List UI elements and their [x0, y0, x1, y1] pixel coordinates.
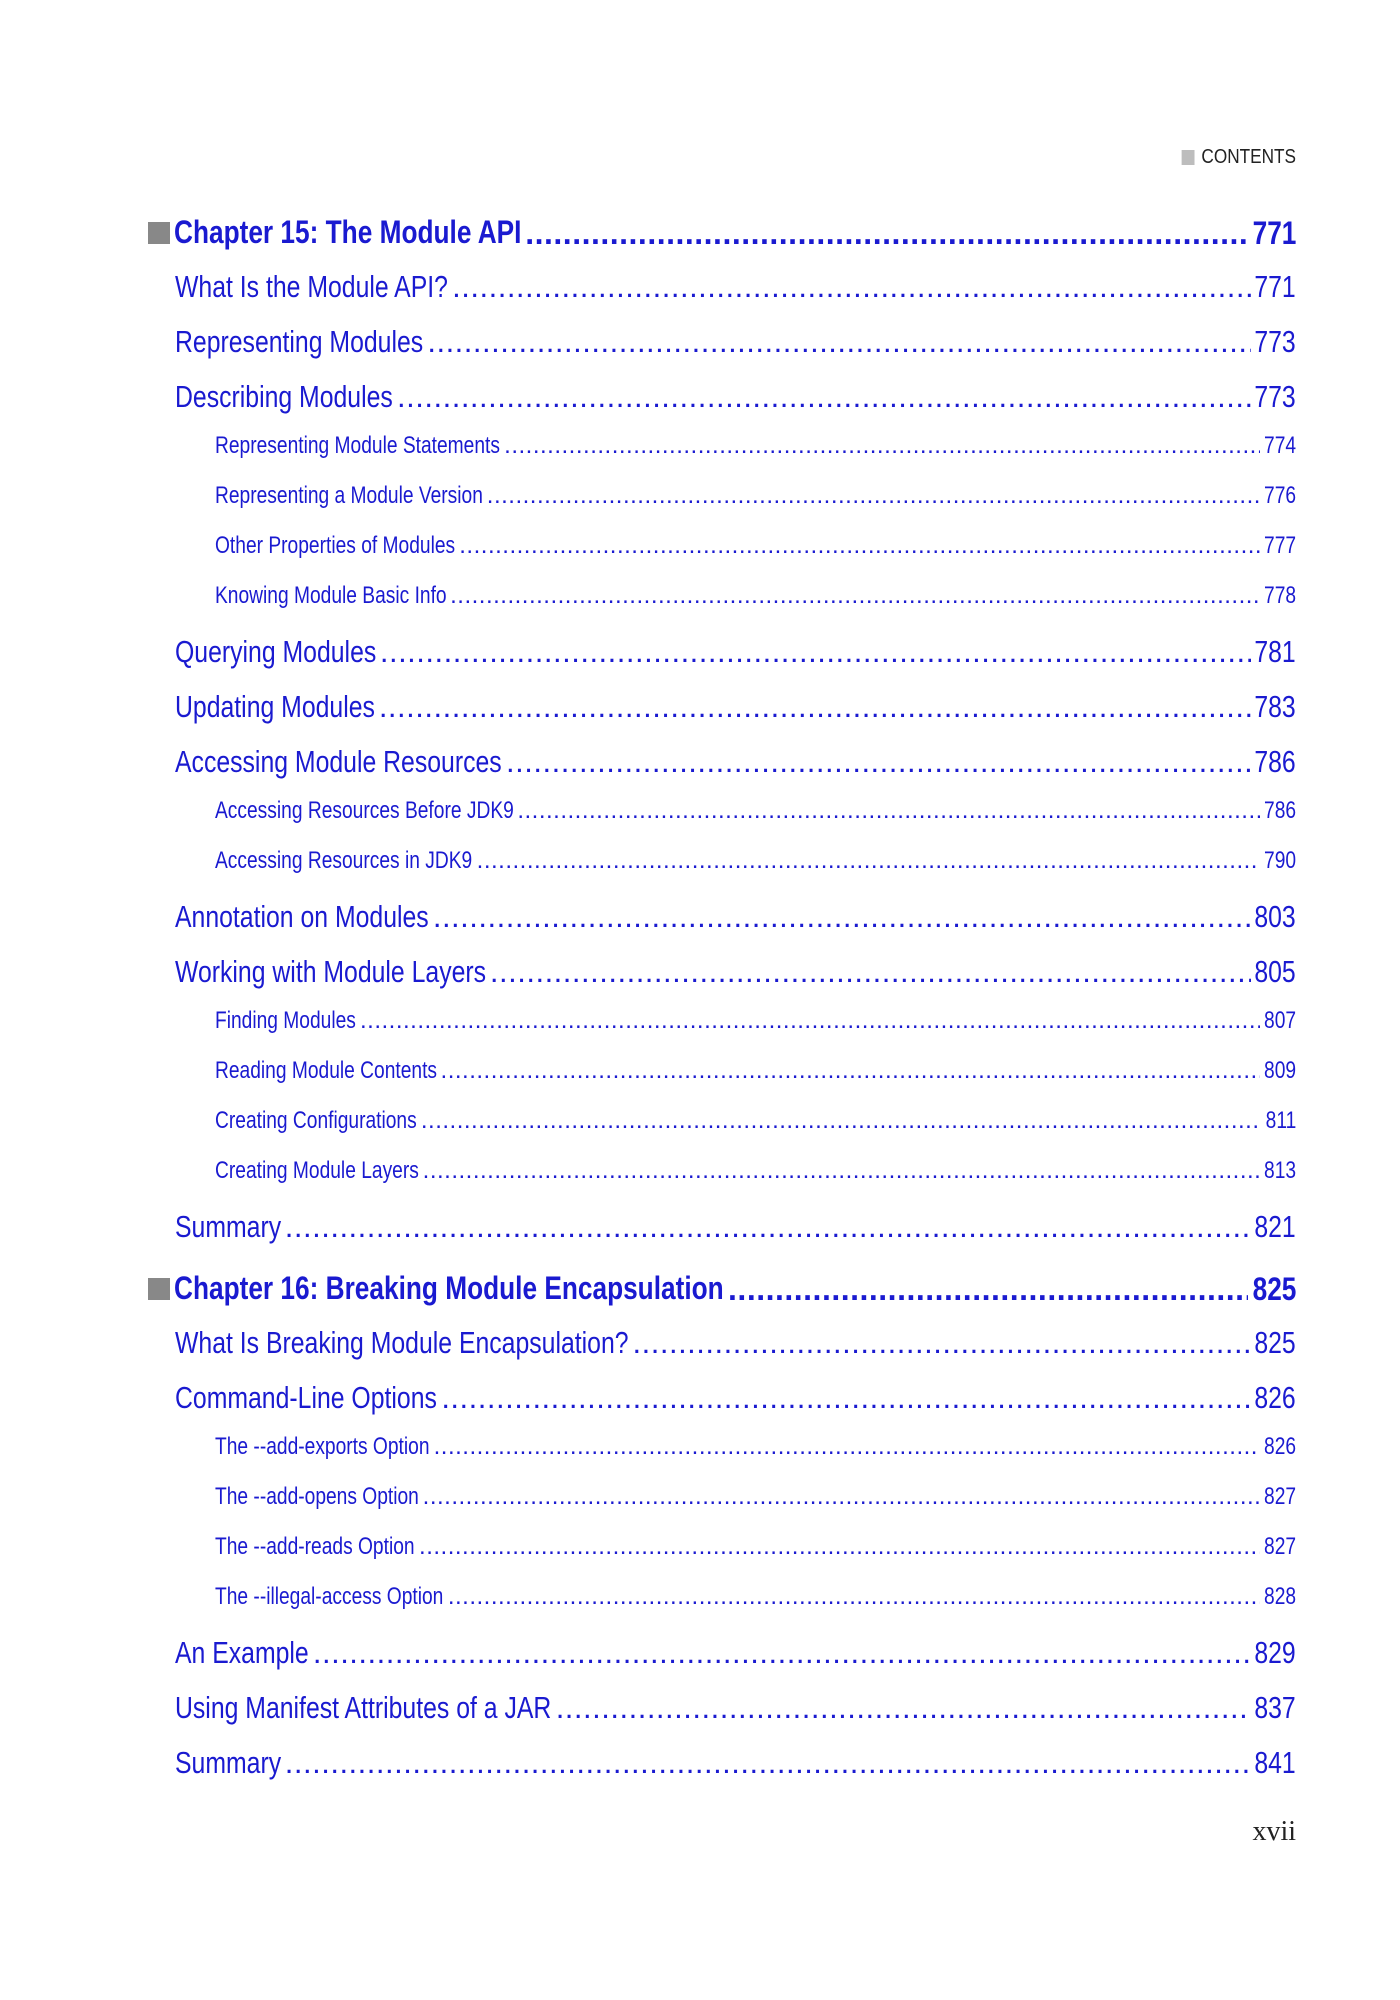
entry-page-number: 813: [1263, 1157, 1296, 1184]
entry-page-number: 803: [1254, 899, 1296, 934]
dot-leader: [490, 954, 1251, 990]
dot-leader: [506, 744, 1251, 780]
entry-page-number: 776: [1263, 482, 1296, 509]
chapter-entry[interactable]: [148, 214, 1296, 252]
entry-title: Finding Modules: [215, 1007, 356, 1034]
entry-title-wrap: [175, 1635, 309, 1671]
entry-title-wrap: [148, 1270, 724, 1307]
entry-title: Command-Line Options: [175, 1380, 437, 1415]
entry-page-number: 786: [1254, 744, 1296, 779]
entry-title: Creating Module Layers: [215, 1157, 419, 1184]
header-label: CONTENTS: [1201, 146, 1296, 168]
subsection-entry[interactable]: [215, 1107, 1296, 1135]
entry-page-number: 827: [1263, 1533, 1296, 1560]
section-entry[interactable]: [175, 1380, 1296, 1416]
subsection-entry[interactable]: [215, 1057, 1296, 1085]
entry-page-number: 773: [1254, 379, 1296, 414]
subsection-entry[interactable]: [215, 1433, 1296, 1461]
dot-leader: [423, 1157, 1260, 1185]
entry-title: Updating Modules: [175, 689, 375, 724]
dot-leader: [441, 1380, 1251, 1416]
entry-page-number: 773: [1254, 324, 1296, 359]
dot-leader: [397, 379, 1251, 415]
entry-title-wrap: [215, 1533, 415, 1561]
entry-title-wrap: [215, 1007, 356, 1035]
running-header: [1182, 146, 1296, 169]
entry-page-number: 829: [1254, 1635, 1296, 1670]
entry-title: An Example: [175, 1635, 309, 1670]
entry-title-wrap: [175, 744, 502, 780]
entry-page-number: 771: [1254, 269, 1296, 304]
dot-leader: [450, 582, 1260, 610]
subsection-entry[interactable]: [215, 532, 1296, 560]
dot-leader: [421, 1107, 1261, 1135]
entry-page-number: 777: [1263, 532, 1296, 559]
entry-title: Querying Modules: [175, 634, 377, 669]
dot-leader: [556, 1690, 1251, 1726]
entry-page-number: 771: [1252, 214, 1296, 251]
dot-leader: [448, 1583, 1260, 1611]
entry-page-number: 805: [1254, 954, 1296, 989]
section-entry[interactable]: [175, 1635, 1296, 1671]
entry-title: Reading Module Contents: [215, 1057, 438, 1084]
entry-title-wrap: [215, 1433, 430, 1461]
section-entry[interactable]: [175, 269, 1296, 305]
entry-title: The --illegal-access Option: [215, 1583, 444, 1610]
chapter-entry[interactable]: [148, 1270, 1296, 1308]
entry-title: Knowing Module Basic Info: [215, 582, 447, 609]
entry-title-wrap: [215, 847, 473, 875]
dot-leader: [477, 847, 1260, 875]
entry-title-wrap: [175, 324, 423, 360]
entry-title-wrap: [175, 1380, 437, 1416]
entry-page-number: 821: [1254, 1209, 1296, 1244]
dot-leader: [517, 797, 1260, 825]
entry-title: Accessing Resources in JDK9: [215, 847, 473, 874]
dot-leader: [427, 324, 1251, 360]
entry-title-wrap: [175, 269, 448, 305]
dot-leader: [441, 1057, 1260, 1085]
subsection-entry[interactable]: [215, 1483, 1296, 1511]
dot-leader: [313, 1635, 1251, 1671]
entry-title-wrap: [175, 899, 429, 935]
entry-page-number: 841: [1254, 1745, 1296, 1780]
section-entry[interactable]: [175, 1745, 1296, 1781]
entry-title: Describing Modules: [175, 379, 393, 414]
header-square-icon: [1182, 150, 1195, 165]
entry-page-number: 837: [1254, 1690, 1296, 1725]
entry-title-wrap: [215, 1583, 444, 1611]
subsection-entry[interactable]: [215, 797, 1296, 825]
section-entry[interactable]: [175, 744, 1296, 780]
entry-title: Representing Modules: [175, 324, 424, 359]
entry-title: Summary: [175, 1745, 282, 1780]
entry-title-wrap: [175, 954, 486, 990]
dot-leader: [433, 899, 1251, 935]
entry-page-number: 781: [1254, 634, 1296, 669]
entry-page-number: 774: [1263, 432, 1296, 459]
entry-title: What Is Breaking Module Encapsulation?: [175, 1325, 629, 1360]
entry-title-wrap: [175, 379, 393, 415]
entry-title: The --add-reads Option: [215, 1533, 415, 1560]
entry-title: What Is the Module API?: [175, 269, 448, 304]
entry-title-wrap: [175, 689, 375, 725]
entry-title-wrap: [215, 1057, 437, 1085]
dot-leader: [452, 269, 1251, 305]
entry-title: Chapter 16: Breaking Module Encapsulation: [174, 1270, 724, 1306]
dot-leader: [285, 1745, 1251, 1781]
entry-title-wrap: [175, 1690, 552, 1726]
entry-page-number: 778: [1263, 582, 1296, 609]
section-entry[interactable]: [175, 954, 1296, 990]
entry-title-wrap: [175, 1745, 281, 1781]
entry-title-wrap: [215, 797, 513, 825]
section-entry[interactable]: [175, 1209, 1296, 1245]
chapter-bullet-icon: [148, 1278, 170, 1300]
entry-title-wrap: [215, 432, 500, 460]
subsection-entry[interactable]: [215, 1007, 1296, 1035]
subsection-entry[interactable]: [215, 432, 1296, 460]
entry-title: Summary: [175, 1209, 282, 1244]
entry-page-number: 783: [1254, 689, 1296, 724]
entry-page-number: 807: [1263, 1007, 1296, 1034]
section-entry[interactable]: [175, 379, 1296, 415]
entry-title: Representing a Module Version: [215, 482, 483, 509]
entry-title-wrap: [215, 482, 483, 510]
entry-title-wrap: [215, 1107, 417, 1135]
entry-title-wrap: [215, 1157, 419, 1185]
dot-leader: [525, 215, 1248, 252]
entry-page-number: 826: [1263, 1433, 1296, 1460]
dot-leader: [380, 634, 1251, 670]
entry-title: Chapter 15: The Module API: [174, 214, 522, 250]
entry-title-wrap: [175, 1325, 629, 1361]
dot-leader: [285, 1209, 1251, 1245]
entry-page-number: 786: [1263, 797, 1296, 824]
dot-leader: [419, 1533, 1260, 1561]
dot-leader: [459, 532, 1260, 560]
entry-title-wrap: [175, 1209, 281, 1245]
entry-title-wrap: [148, 214, 521, 251]
entry-title: Creating Configurations: [215, 1107, 417, 1134]
entry-title: Annotation on Modules: [175, 899, 429, 934]
dot-leader: [504, 432, 1260, 460]
dot-leader: [360, 1007, 1260, 1035]
section-entry[interactable]: [175, 324, 1296, 360]
dot-leader: [379, 689, 1251, 725]
entry-title: Representing Module Statements: [215, 432, 500, 459]
entry-title-wrap: [215, 532, 455, 560]
entry-page-number: 825: [1254, 1325, 1296, 1360]
entry-title: Accessing Resources Before JDK9: [215, 797, 514, 824]
entry-page-number: 790: [1263, 847, 1296, 874]
subsection-entry[interactable]: [215, 582, 1296, 610]
chapter-bullet-icon: [148, 222, 170, 244]
section-entry[interactable]: [175, 899, 1296, 935]
entry-title-wrap: [215, 1483, 419, 1511]
dot-leader: [434, 1433, 1260, 1461]
entry-page-number: 828: [1263, 1583, 1296, 1610]
dot-leader: [487, 482, 1260, 510]
entry-title: The --add-opens Option: [215, 1483, 419, 1510]
page-number: xvii: [1252, 1816, 1296, 1847]
section-entry[interactable]: [175, 634, 1296, 670]
entry-page-number: 811: [1265, 1107, 1296, 1134]
subsection-entry[interactable]: [215, 847, 1296, 875]
subsection-entry[interactable]: [215, 1157, 1296, 1185]
dot-leader: [728, 1271, 1248, 1308]
entry-title-wrap: [215, 582, 446, 610]
entry-title: Working with Module Layers: [175, 954, 487, 989]
subsection-entry[interactable]: [215, 482, 1296, 510]
entry-title: Other Properties of Modules: [215, 532, 456, 559]
entry-page-number: 825: [1252, 1270, 1296, 1307]
dot-leader: [423, 1483, 1260, 1511]
entry-page-number: 827: [1263, 1483, 1296, 1510]
entry-page-number: 826: [1254, 1380, 1296, 1415]
section-entry[interactable]: [175, 689, 1296, 725]
entry-page-number: 809: [1263, 1057, 1296, 1084]
entry-title-wrap: [175, 634, 376, 670]
section-entry[interactable]: [175, 1325, 1296, 1361]
subsection-entry[interactable]: [215, 1533, 1296, 1561]
entry-title: Accessing Module Resources: [175, 744, 502, 779]
section-entry[interactable]: [175, 1690, 1296, 1726]
entry-title: The --add-exports Option: [215, 1433, 430, 1460]
subsection-entry[interactable]: [215, 1583, 1296, 1611]
entry-title: Using Manifest Attributes of a JAR: [175, 1690, 552, 1725]
dot-leader: [633, 1325, 1251, 1361]
